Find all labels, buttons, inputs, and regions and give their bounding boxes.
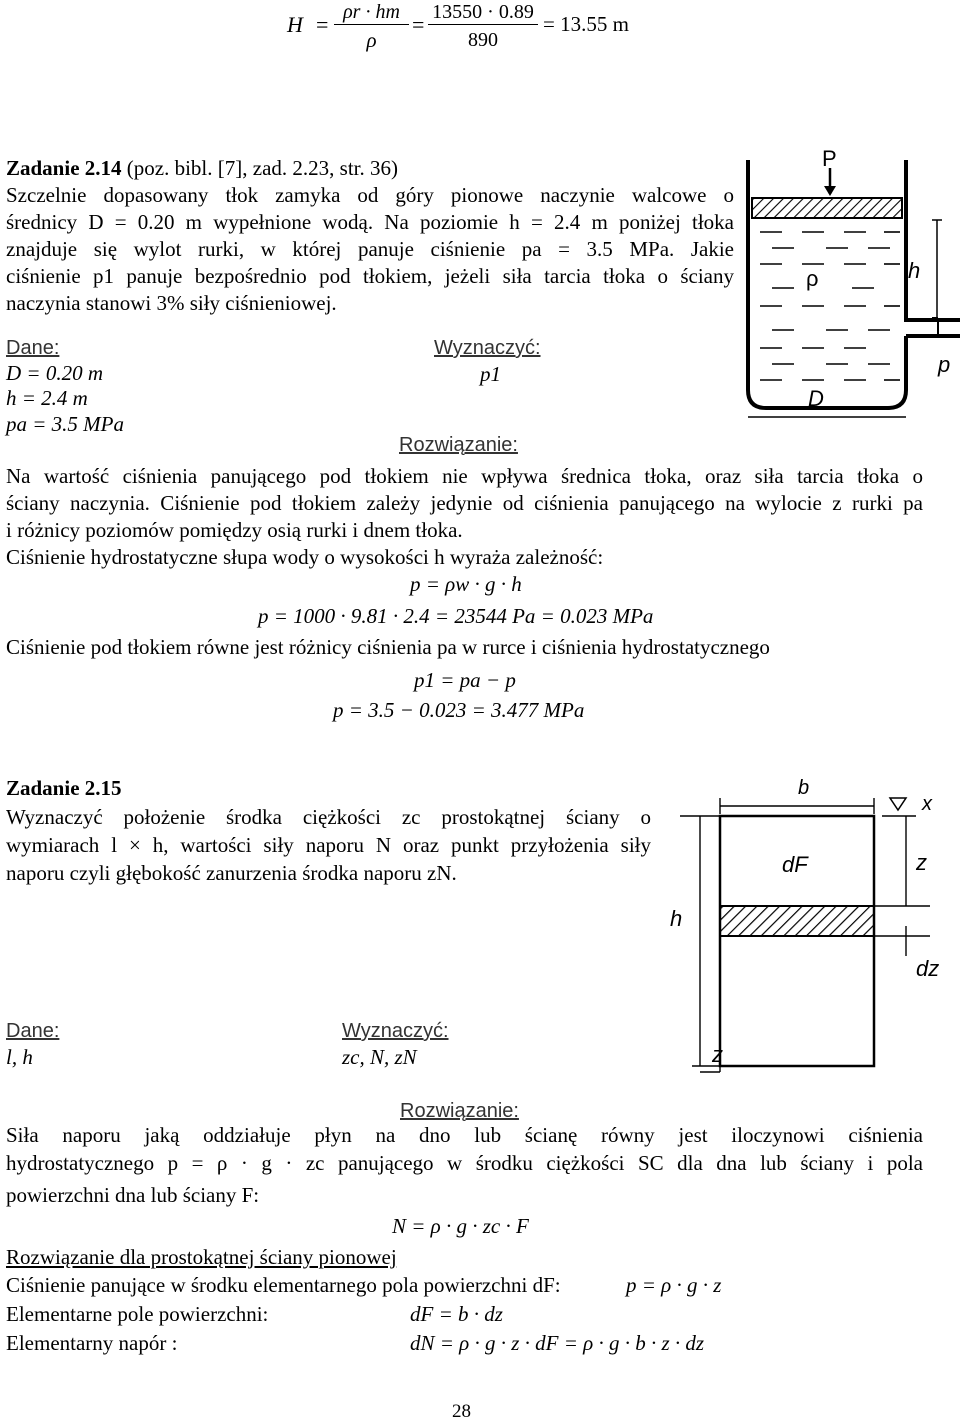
task-214-equation-2: p = 1000 · 9.81 · 2.4 = 23544 Pa = 0.023 MPa: [258, 604, 654, 628]
task-215-solution-line-1: Siła naporu jaką oddziałuje płyn na dno lub ścianę równy jest iloczynowi ciśnienia: [6, 1123, 923, 1147]
task-215-row-1-text: Ciśnienie panujące w środku elementarnego pola powierzchni dF:: [6, 1273, 561, 1297]
task-215-row-3-equation: dN = ρ · g · z · dF = ρ · g · b · z · dz: [410, 1331, 705, 1355]
task-214-line-after: Ciśnienie pod tłokiem równe jest różnicy ciśnienia pa w rurce i ciśnienia hydrostatycznego: [6, 635, 770, 659]
task-215-solution-line-3: powierzchni dna lub ściany F:: [6, 1183, 260, 1207]
task-214-solution-line-3: i różnicy poziomów pomiędzy osią rurki i dnem tłoka.: [6, 518, 463, 542]
label-dz: dz: [916, 956, 940, 981]
task-214-heading: [6, 155, 398, 181]
task-215-find-value: zc, N, zN: [342, 1045, 417, 1069]
formula-fraction-2: [428, 0, 538, 55]
task-214-solution-line-2: ściany naczynia. Ciśnienie pod tłokiem zależy jedynie od ciśnienia panującego na wylocie z rurki pa: [6, 491, 923, 515]
formula-fraction-1: [334, 0, 409, 55]
formula-eq: =: [316, 12, 329, 37]
task-214-reference: (poz. bibl. [7], zad. 2.23, str. 36): [126, 156, 398, 180]
task-214-body-line-3: znajduje się wylot rurki, w której panuje ciśnienie pa = 3.5 MPa. Jakie: [6, 237, 734, 261]
task-215-row-2-text: Elementarne pole powierzchni:: [6, 1302, 269, 1326]
task-214-find-label: Wyznaczyć:: [434, 337, 541, 359]
task-215-row-1-equation: p = ρ · g · z: [626, 1273, 722, 1297]
task-214-title: Zadanie 2.14: [6, 156, 122, 180]
task-214-equation-3: p1 = pa − p: [414, 668, 516, 692]
label-h: h: [908, 258, 921, 283]
task-215-solution-label: Rozwiązanie:: [400, 1100, 519, 1122]
task-215-given-label: Dane:: [6, 1020, 60, 1042]
task-215-row-3-text: Elementarny napór :: [6, 1331, 178, 1355]
fraction-1-numerator: ρr · hm: [343, 1, 400, 23]
task-215-given: l, h: [6, 1045, 33, 1069]
task-215-body-line-2: wymiarach l × h, wartości siły naporu N oraz punkt przyłożenia siły: [6, 833, 651, 857]
label-rho: ρ: [806, 266, 819, 291]
task-215-solution-line-2: hydrostatycznego p = ρ · g · zc panującego w środku ciężkości SC dla dna lub ściany i pola: [6, 1151, 923, 1175]
task-214-find-value: p1: [480, 362, 501, 386]
formula-eq-2: =: [412, 12, 425, 37]
task-215-row-2-equation: dF = b · dz: [410, 1302, 503, 1326]
task-215-equation-N: N = ρ · g · zc · F: [392, 1214, 529, 1238]
rectangular-wall-figure: [660, 776, 950, 1076]
task-214-equation-1: p = ρw · g · h: [410, 572, 522, 596]
task-214-solution-line-1: Na wartość ciśnienia panującego pod tłokiem nie wpływa średnica tłoka, oraz siła tarcia tłoka o: [6, 464, 923, 488]
task-214-body-line-4: ciśnienie p1 panuje bezpośrednio pod tłokiem, jeżeli siła tarcia tłoka o ściany: [6, 264, 734, 288]
task-214-given-1: D = 0.20 m: [6, 361, 104, 385]
task-215-heading: [6, 775, 122, 801]
fraction-2-numerator: 13550 · 0.89: [432, 1, 534, 23]
task-215-find-label: Wyznaczyć:: [342, 1020, 449, 1042]
label-dF: dF: [782, 852, 808, 877]
task-214-solution-line-4: Ciśnienie hydrostatyczne słupa wody o wysokości h wyraża zależność:: [6, 545, 604, 569]
task-215-sub-heading: Rozwiązanie dla prostokątnej ściany pionowej: [6, 1245, 397, 1269]
task-215-body-line-3: naporu czyli głębokość zanurzenia środka naporu zN.: [6, 861, 457, 885]
label-x: x: [922, 793, 932, 815]
formula-result: = 13.55 m: [543, 12, 629, 36]
piston-vessel-figure: [742, 150, 960, 420]
task-215-title: Zadanie 2.15: [6, 776, 122, 800]
label-z: z: [916, 850, 927, 875]
task-214-equation-4: p = 3.5 − 0.023 = 3.477 MPa: [333, 698, 585, 722]
task-214-solution-label: Rozwiązanie:: [399, 434, 518, 456]
task-214-given-2: h = 2.4 m: [6, 386, 88, 410]
label-b: b: [798, 777, 810, 799]
task-214-given-label: Dane:: [6, 337, 60, 359]
fraction-1-denominator: ρ: [366, 28, 377, 52]
task-214-body-line-5: naczynia stanowi 3% siły ciśnieniowej.: [6, 291, 337, 315]
label-p: p: [938, 352, 951, 377]
formula-lhs: H: [287, 12, 303, 37]
task-214-body-line-2: średnicy D = 0.20 m wypełnione wodą. Na poziomie h = 2.4 m poniżej tłoka: [6, 210, 734, 234]
label-P: P: [822, 150, 837, 171]
label-z-bottom: z: [712, 1042, 723, 1067]
label-D: D: [808, 386, 824, 411]
task-214-body-line-1: Szczelnie dopasowany tłok zamyka od góry pionowe naczynie walcowe o: [6, 183, 734, 207]
fraction-2-denominator: 890: [468, 29, 498, 51]
page-number: 28: [452, 1401, 471, 1422]
task-214-given-3: pa = 3.5 MPa: [6, 412, 124, 436]
label-h-wall: h: [670, 906, 683, 931]
task-215-body-line-1: Wyznaczyć położenie środka ciężkości zc prostokątnej ściany o: [6, 805, 651, 829]
